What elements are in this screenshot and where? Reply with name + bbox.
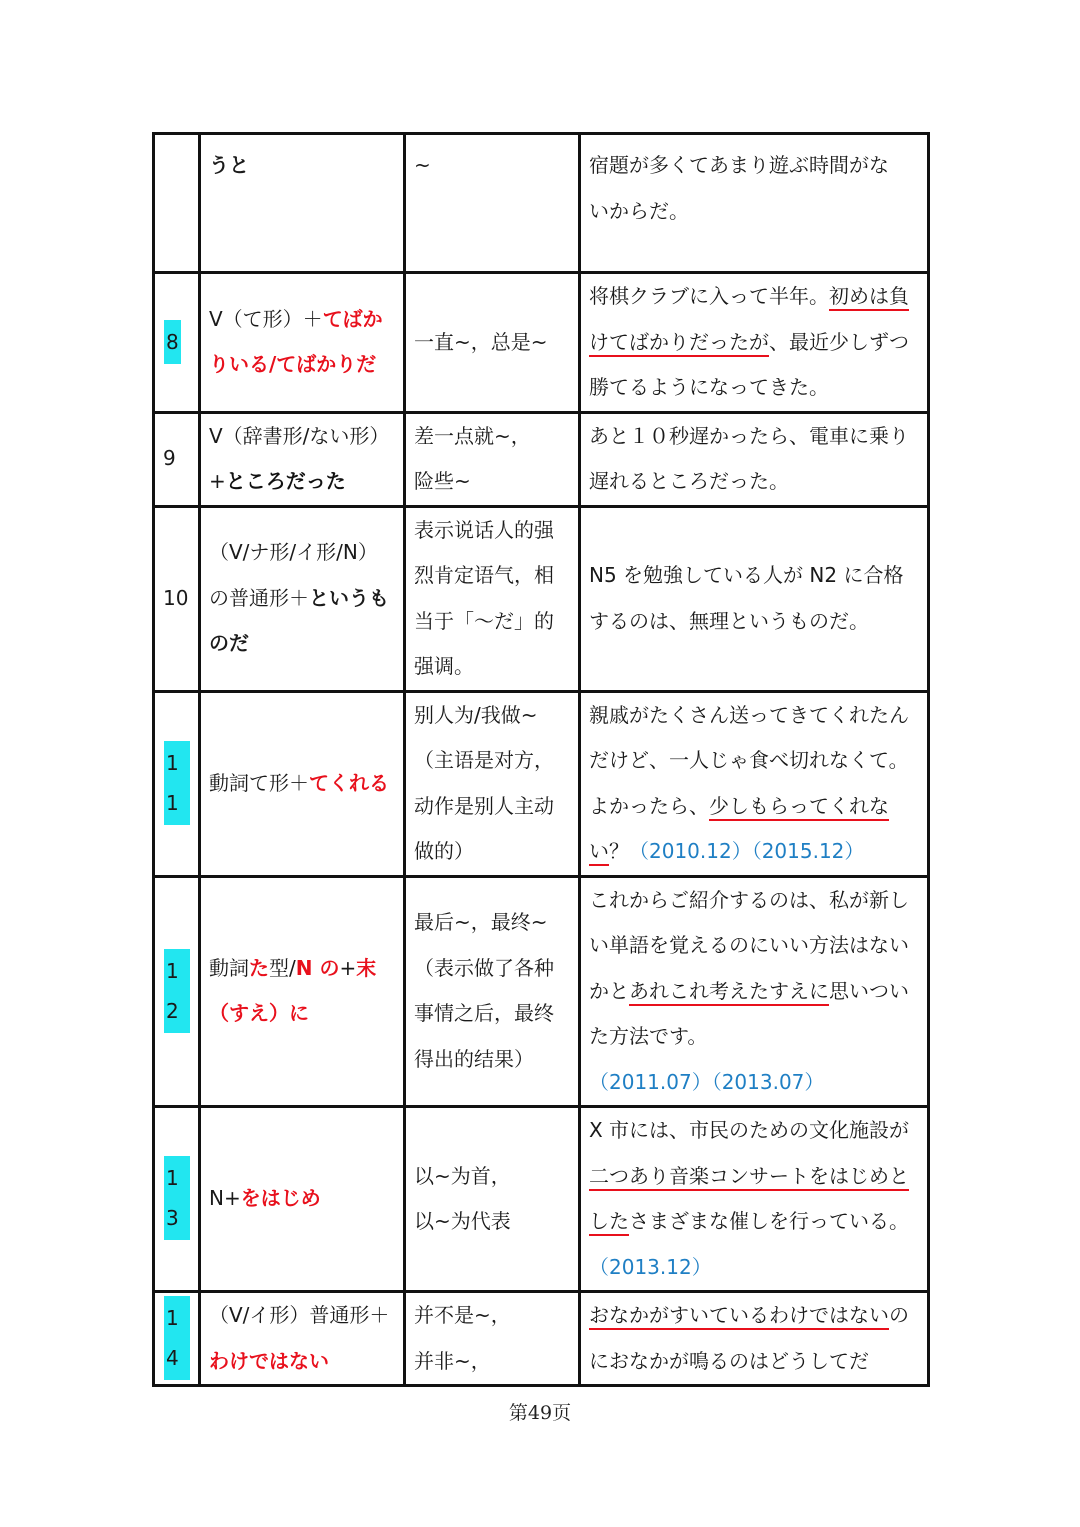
- exam-years: （2011.07）（2013.07）: [589, 1069, 825, 1094]
- exam-years: （2013.12）: [589, 1254, 712, 1279]
- table-row: [154, 876, 929, 1107]
- row-number-highlight: 11: [164, 741, 190, 825]
- row-number: [154, 273, 200, 413]
- row-number: [154, 134, 200, 273]
- meaning-cell: 以~为首， 以~为代表: [405, 1107, 580, 1292]
- pattern-cell: N+をはじめ: [200, 1107, 405, 1292]
- row-number: [154, 691, 200, 876]
- example-cell: あと１０秒遅かったら、電車に乗り遅れるところだった。: [580, 412, 929, 506]
- example-cell: 親戚がたくさん送ってきてくれたんだけど、一人じゃ食べ切れなくて。よかったら、少しもらってくれない？（2010.12）（2015.12）: [580, 691, 929, 876]
- meaning-cell: 一直~，总是~: [405, 273, 580, 413]
- row-number-highlight: 8: [164, 320, 181, 364]
- table-row: [154, 412, 929, 506]
- pattern-cell: 動詞た型/N の+末（すえ）に: [200, 876, 405, 1107]
- pattern-cell: V（辞書形/ない形）+ところだった: [200, 412, 405, 506]
- example-cell: 宿題が多くてあまり遊ぶ時間がな いからだ。: [580, 134, 929, 273]
- row-number: [154, 1292, 200, 1386]
- table-row: [154, 506, 929, 691]
- table-row: [154, 134, 929, 273]
- example-cell: N5 を勉強している人が N2 に合格するのは、無理というものだ。: [580, 506, 929, 691]
- pattern-cell: V（て形）＋てばかりいる/てばかりだ: [200, 273, 405, 413]
- meaning-cell: 并不是~， 并非~，: [405, 1292, 580, 1386]
- example-cell: これからご紹介するのは、私が新しい単語を覚えるのにいい方法はないかとあれこれ考えたすえに思いついた方法です。 （2011.07）（2013.07）: [580, 876, 929, 1107]
- example-cell: X 市には、市民のための文化施設が二つあり音楽コンサートをはじめとしたさまざまな催しを行っている。（2013.12）: [580, 1107, 929, 1292]
- page-number: 第49页: [508, 1402, 572, 1424]
- example-cell: 将棋クラブに入って半年。初めは負けてばかりだったが、最近少しずつ勝てるようになってきた。: [580, 273, 929, 413]
- example-cell: おなかがすいているわけではないのにおなかが鳴るのはどうしてだ: [580, 1292, 929, 1386]
- table-row: [154, 691, 929, 876]
- pattern-cell: 動詞て形＋てくれる: [200, 691, 405, 876]
- meaning-cell: 别人为/我做~（主语是对方，动作是别人主动做的）: [405, 691, 580, 876]
- row-number-highlight: 13: [164, 1156, 190, 1240]
- pattern-cell: うと: [200, 134, 405, 273]
- row-number-highlight: 12: [164, 949, 190, 1033]
- pattern-cell: （V/ナ形/イ形/N）の普通形＋というものだ: [200, 506, 405, 691]
- row-number: 9: [154, 412, 200, 506]
- exam-years: （2010.12）（2015.12）: [629, 839, 865, 863]
- row-number: [154, 876, 200, 1107]
- row-number: [154, 1107, 200, 1292]
- meaning-cell: 最后~，最终~（表示做了各种事情之后，最终得出的结果）: [405, 876, 580, 1107]
- meaning-cell: ~: [405, 134, 580, 273]
- table-row: [154, 273, 929, 413]
- meaning-cell: 差一点就~， 险些~: [405, 412, 580, 506]
- table-row: [154, 1292, 929, 1386]
- grammar-table: [152, 132, 930, 1387]
- meaning-cell: 表示说话人的强烈肯定语气，相当于「～だ」的强调。: [405, 506, 580, 691]
- row-number-highlight: 14: [164, 1296, 190, 1380]
- table-row: [154, 1107, 929, 1292]
- pattern-cell: （V/イ形）普通形＋わけではない: [200, 1292, 405, 1386]
- row-number: 10: [154, 506, 200, 691]
